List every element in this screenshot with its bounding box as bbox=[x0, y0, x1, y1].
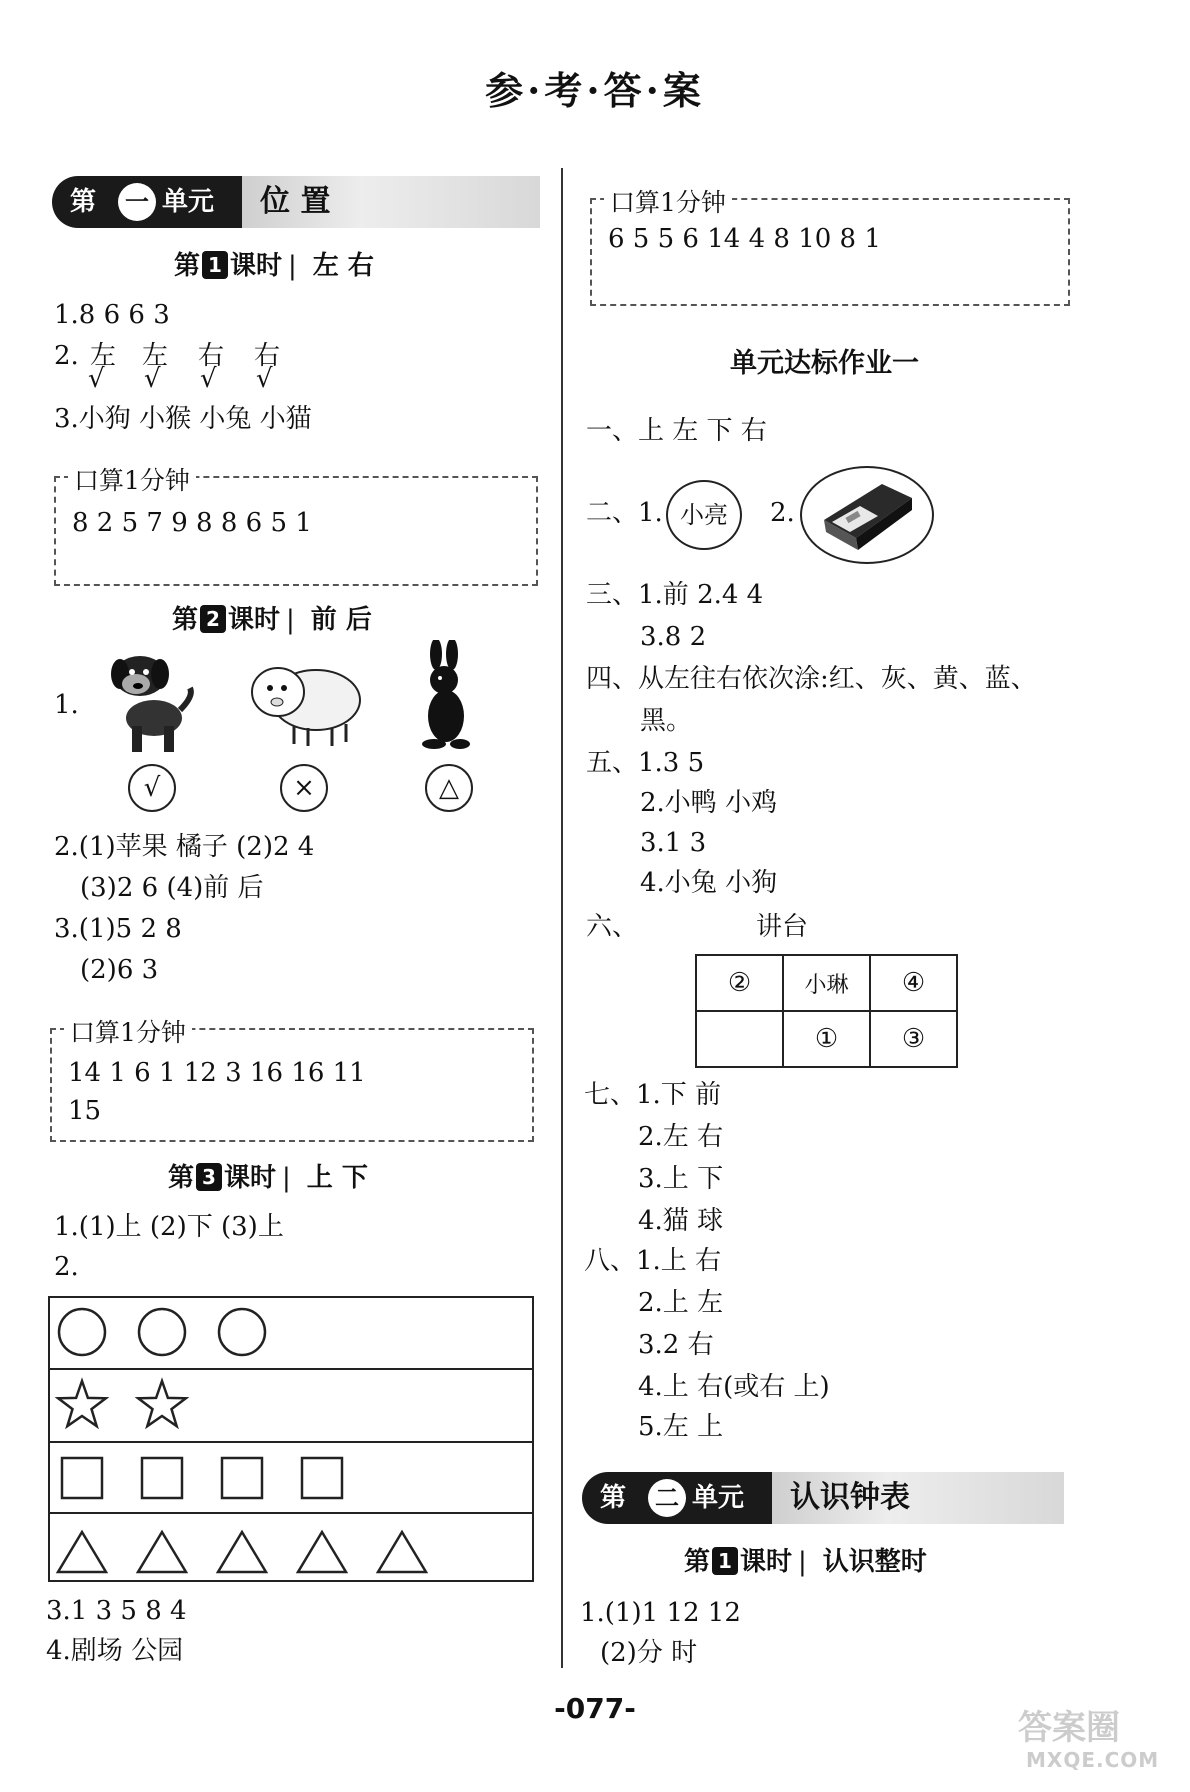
answer-line: 3.(1)5 2 8 bbox=[54, 914, 182, 944]
answer-line: 2.(1)苹果 橘子 (2)2 4 bbox=[54, 832, 315, 862]
check-mark: √ bbox=[88, 364, 105, 394]
answer-line: 4.猫 球 bbox=[638, 1206, 724, 1236]
oral-calc-label: 口算1分钟 bbox=[68, 461, 196, 497]
answer-line: 1. bbox=[54, 690, 79, 720]
rabbit-picture bbox=[412, 640, 478, 752]
square-shape bbox=[222, 1458, 262, 1498]
triangle-shape bbox=[298, 1532, 346, 1572]
seat-cell: ④ bbox=[870, 955, 957, 1011]
seat-cell: ② bbox=[696, 955, 783, 1011]
unit-title: 认识钟表 bbox=[772, 1472, 1064, 1524]
oral-calc-label: 口算1分钟 bbox=[604, 183, 732, 219]
answer-line: 2. bbox=[770, 498, 795, 528]
answer-line: 2.上 左 bbox=[638, 1288, 724, 1318]
answer-line: (2)6 3 bbox=[80, 955, 159, 985]
answer-line: (3)2 6 (4)前 后 bbox=[80, 873, 264, 903]
oral-calc-box bbox=[50, 1018, 534, 1142]
answer-word: 左 bbox=[142, 341, 169, 371]
star-shape bbox=[58, 1381, 106, 1426]
lesson-post: 课时 bbox=[230, 251, 283, 281]
answer-word: 右 bbox=[198, 341, 225, 371]
square-shape bbox=[302, 1458, 342, 1498]
circled-answer: 小亮 bbox=[666, 480, 742, 550]
answer-line: 五、1.3 5 bbox=[586, 748, 705, 778]
oral-calc-box bbox=[54, 466, 538, 586]
eraser-picture bbox=[816, 476, 920, 556]
answer-line: 1.(1)1 12 12 bbox=[580, 1598, 741, 1628]
oral-calc-box bbox=[590, 188, 1070, 306]
unit-banner-dark bbox=[582, 1472, 772, 1524]
answer-line: 3.8 2 bbox=[640, 622, 707, 652]
lesson-number-badge: 1 bbox=[202, 251, 228, 279]
answer-line: 六、 bbox=[586, 912, 639, 942]
answer-line: 3.1 3 5 8 4 bbox=[46, 1596, 187, 1626]
answer-circle-cross: × bbox=[280, 764, 328, 812]
unit-test-title: 单元达标作业一 bbox=[730, 348, 919, 379]
watermark-logo: 答案圈 bbox=[1018, 1708, 1120, 1748]
answer-line: 3.1 3 bbox=[640, 828, 707, 858]
answer-line: 4.剧场 公园 bbox=[46, 1636, 184, 1666]
answer-line: 八、1.上 右 bbox=[584, 1246, 722, 1276]
lesson-1-heading: 第 1 课时 | 左 右 bbox=[174, 251, 374, 281]
lesson-pre: 第 bbox=[168, 1163, 195, 1193]
answer-circle-triangle: △ bbox=[425, 764, 473, 812]
lesson-title: 左 右 bbox=[312, 251, 374, 281]
answer-line: 黑。 bbox=[640, 706, 693, 736]
answer-line: 2.小鸭 小鸡 bbox=[640, 788, 778, 818]
answer-word: 右 bbox=[254, 341, 281, 371]
circle-shape bbox=[219, 1309, 265, 1355]
oral-calc-answers: 6 5 5 6 14 4 8 10 8 1 bbox=[608, 224, 881, 254]
oral-calc-label: 口算1分钟 bbox=[64, 1013, 192, 1049]
circle-shape bbox=[59, 1309, 105, 1355]
lesson-2-heading: 第 2 课时 | 前 后 bbox=[172, 605, 372, 635]
podium-label: 讲台 bbox=[756, 912, 809, 942]
oral-calc-answers: 15 bbox=[68, 1096, 102, 1126]
lesson-number-badge: 2 bbox=[200, 605, 226, 633]
answer-line: 3.上 下 bbox=[638, 1164, 724, 1194]
shape-drawing bbox=[50, 1298, 532, 1580]
page-title: 参·考·答·案 bbox=[485, 68, 705, 113]
unit-banner-dark bbox=[52, 176, 242, 228]
answer-line: 2. bbox=[54, 341, 79, 371]
seat-table bbox=[695, 954, 958, 1068]
dog-picture bbox=[106, 652, 196, 762]
lesson-post: 课时 bbox=[228, 605, 281, 635]
answer-line: (2)分 时 bbox=[600, 1638, 698, 1668]
answer-line: 4.小兔 小狗 bbox=[640, 868, 778, 898]
answer-line: 2.左 右 bbox=[638, 1122, 724, 1152]
check-mark: √ bbox=[144, 364, 161, 394]
lesson-post: 课时 bbox=[740, 1547, 793, 1577]
answer-line: 3.2 右 bbox=[638, 1330, 714, 1360]
sheep-picture bbox=[246, 656, 364, 748]
answer-line: 3.小狗 小猴 小兔 小猫 bbox=[54, 404, 312, 434]
seat-cell: 小琳 bbox=[783, 955, 870, 1011]
answer-line: 4.上 右(或右 上) bbox=[638, 1372, 830, 1402]
unit-suffix: 单元 bbox=[692, 1483, 745, 1513]
answer-circle-check: √ bbox=[128, 764, 176, 812]
oral-calc-answers: 8 2 5 7 9 8 8 6 5 1 bbox=[72, 508, 312, 538]
lesson-title: 上 下 bbox=[306, 1163, 368, 1193]
triangle-shape bbox=[378, 1532, 426, 1572]
unit-title: 位 置 bbox=[242, 176, 540, 228]
check-mark: √ bbox=[200, 364, 217, 394]
answer-word: 左 bbox=[90, 341, 117, 371]
unit-two-banner bbox=[582, 1472, 1064, 1524]
unit-suffix: 单元 bbox=[162, 187, 215, 217]
watermark-url: MXQE.COM bbox=[1026, 1748, 1160, 1772]
seat-cell bbox=[696, 1011, 783, 1067]
answer-line: 四、从左往右依次涂:红、灰、黄、蓝、 bbox=[586, 664, 1037, 694]
answer-line: 三、1.前 2.4 4 bbox=[586, 580, 764, 610]
page-number: -077- bbox=[554, 1692, 636, 1725]
lesson-number-badge: 1 bbox=[712, 1547, 738, 1575]
check-mark: √ bbox=[256, 364, 273, 394]
answer-line: 1.8 6 6 3 bbox=[54, 300, 170, 330]
unit-number-badge: 二 bbox=[648, 1479, 686, 1517]
answer-line: 七、1.下 前 bbox=[584, 1080, 722, 1110]
answer-line: 二、1. bbox=[586, 498, 663, 528]
lesson-u2-1-heading: 第 1 课时 | 认识整时 bbox=[684, 1547, 927, 1577]
star-shape bbox=[138, 1381, 186, 1426]
oral-calc-answers: 14 1 6 1 12 3 16 16 11 bbox=[68, 1058, 366, 1088]
lesson-3-heading: 第 3 课时 | 上 下 bbox=[168, 1163, 368, 1193]
lesson-post: 课时 bbox=[224, 1163, 277, 1193]
triangle-shape bbox=[58, 1532, 106, 1572]
unit-one-banner bbox=[52, 176, 540, 228]
column-divider bbox=[561, 168, 563, 1668]
square-shape bbox=[142, 1458, 182, 1498]
answer-line: 5.左 上 bbox=[638, 1412, 724, 1442]
lesson-title: 前 后 bbox=[310, 605, 372, 635]
seat-cell: ① bbox=[783, 1011, 870, 1067]
answer-line: 2. bbox=[54, 1252, 79, 1282]
lesson-pre: 第 bbox=[174, 251, 201, 281]
triangle-shape bbox=[218, 1532, 266, 1572]
answer-line: 1.(1)上 (2)下 (3)上 bbox=[54, 1212, 284, 1242]
triangle-shape bbox=[138, 1532, 186, 1572]
lesson-pre: 第 bbox=[684, 1547, 711, 1577]
square-shape bbox=[62, 1458, 102, 1498]
seat-cell: ③ bbox=[870, 1011, 957, 1067]
unit-prefix: 第 bbox=[70, 187, 97, 217]
lesson-pre: 第 bbox=[172, 605, 199, 635]
unit-number-badge: 一 bbox=[118, 183, 156, 221]
eraser-circle bbox=[800, 466, 934, 564]
lesson-number-badge: 3 bbox=[196, 1163, 222, 1191]
unit-prefix: 第 bbox=[600, 1483, 627, 1513]
lesson-title: 认识整时 bbox=[822, 1547, 927, 1577]
answer-line: 一、上 左 下 右 bbox=[586, 416, 767, 446]
shape-grid bbox=[48, 1296, 534, 1582]
circle-shape bbox=[139, 1309, 185, 1355]
